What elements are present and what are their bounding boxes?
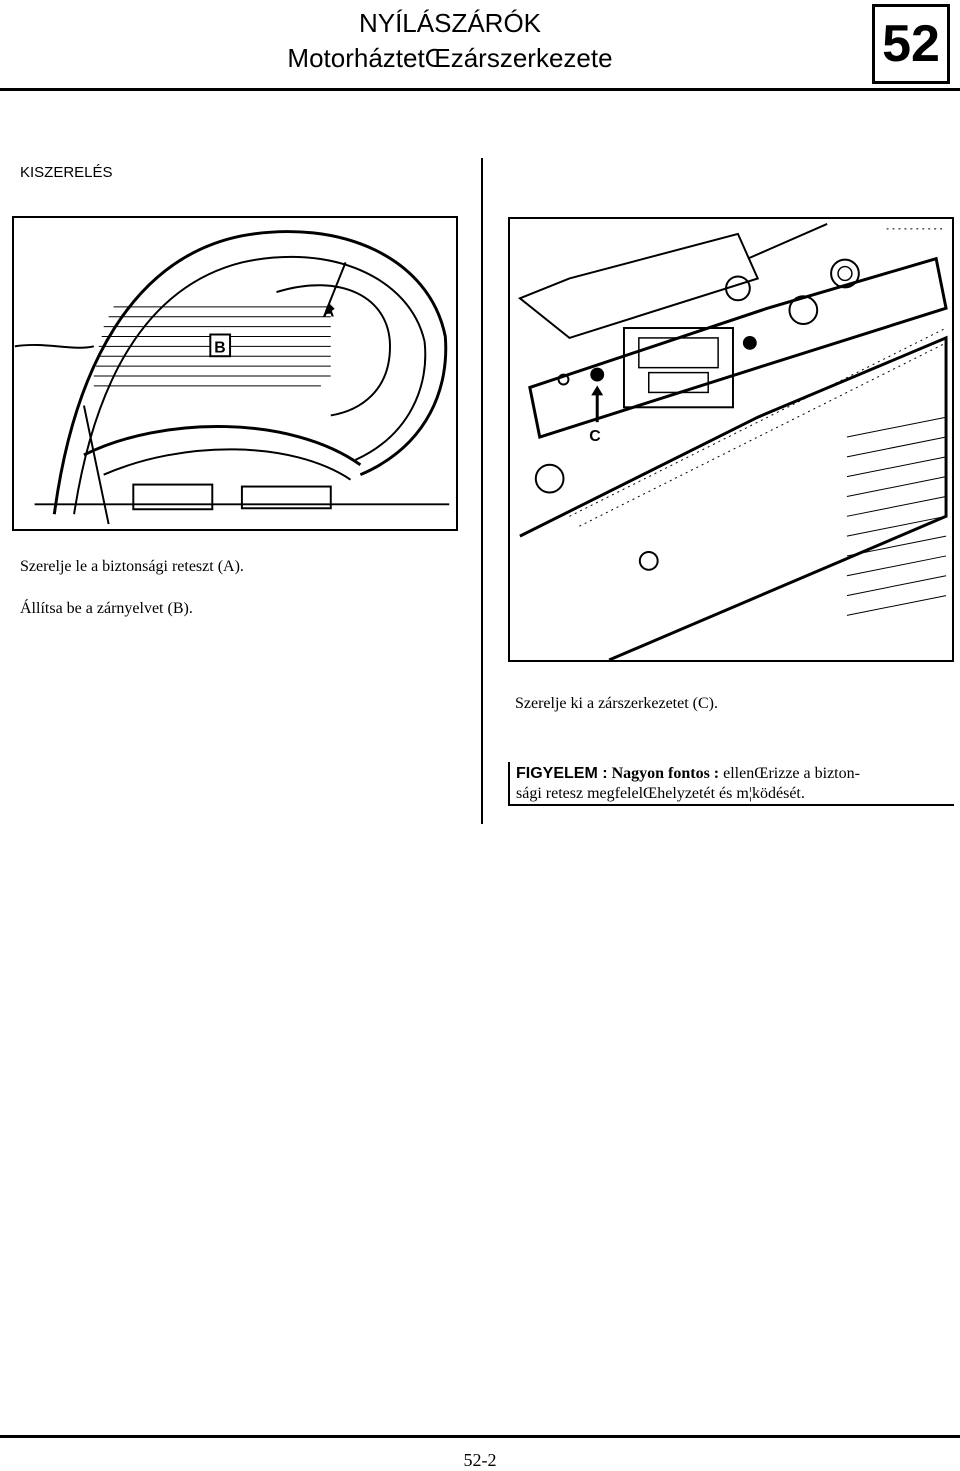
warning-lead: FIGYELEM : <box>516 765 608 782</box>
warning-text-line1: ellenŒrizze a bizton- <box>723 765 860 782</box>
warning-note <box>508 762 954 806</box>
page-number: 52-2 <box>463 1450 497 1470</box>
lock-illustration <box>510 219 952 660</box>
callout-a: A <box>322 303 335 321</box>
callout-c: C <box>589 427 601 445</box>
step-remove-lock: Szerelje ki a zárszerkezetet (C). <box>515 695 718 712</box>
step-adjust-latch-tongue: Állítsa be a zárnyelvet (B). <box>20 600 193 617</box>
hood-latch-figure <box>12 216 458 531</box>
warning-emphasis: Nagyon fontos : <box>611 765 720 782</box>
hood-illustration <box>14 218 456 529</box>
column-divider <box>481 158 483 824</box>
page-subtitle: MotorháztetŒzárszerkezete <box>287 43 613 73</box>
step-remove-safety-catch: Szerelje le a biztonsági reteszt (A). <box>20 558 244 575</box>
callout-b: B <box>214 339 226 357</box>
section-heading: KISZERELÉS <box>20 164 113 181</box>
page-title: NYÍLÁSZÁRÓK <box>358 8 542 38</box>
footer-rule <box>0 1435 960 1438</box>
lock-mechanism-figure <box>508 217 954 662</box>
warning-text-line2: sági retesz megfelelŒhelyzetét és m¦ködését. <box>516 785 805 802</box>
header-rule <box>0 88 960 91</box>
chapter-number: 52 <box>872 4 950 84</box>
